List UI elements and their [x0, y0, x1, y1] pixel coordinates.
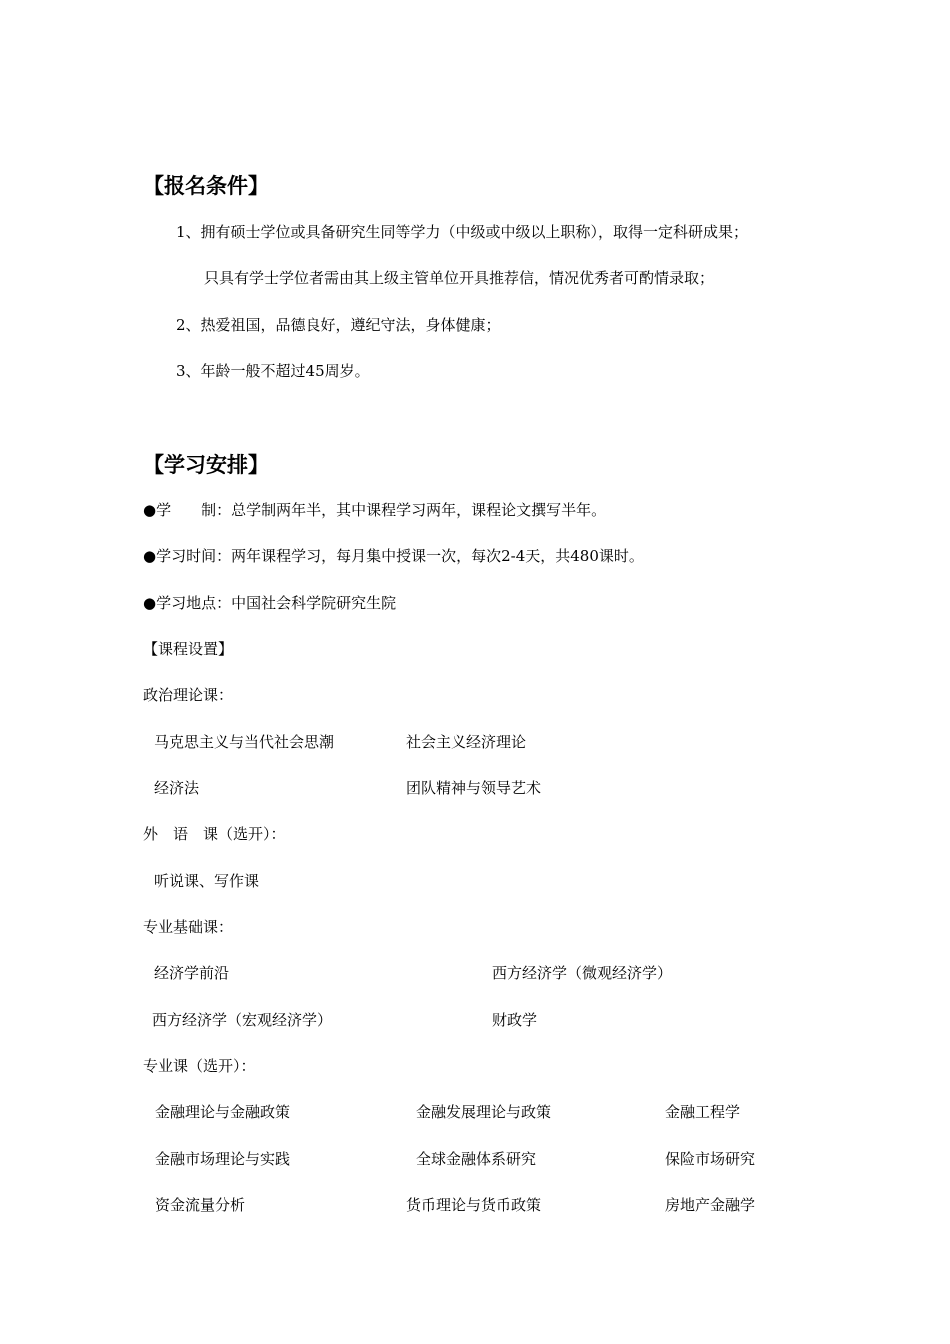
bullet-label: ●学 制： — [143, 501, 232, 519]
bullet-study-time — [143, 549, 644, 564]
courses-title: 【课程设置】 — [143, 640, 234, 658]
course-item: 金融工程学 — [665, 1103, 741, 1121]
section-title-study: 【学习安排】 — [143, 453, 269, 477]
bullet-study-location — [143, 596, 396, 611]
course-item: 经济学前沿 — [154, 964, 230, 982]
enrollment-item-2: 2、热爱祖国，品德良好，遵纪守法，身体健康； — [176, 316, 501, 334]
bullet-label: ●学习时间： — [143, 547, 232, 565]
course-item: 保险市场研究 — [665, 1150, 756, 1168]
foreign-courses-label: 外 语 课（选开）： — [143, 825, 286, 843]
bullet-label: ●学习地点： — [143, 594, 232, 612]
enrollment-item-1-note: 只具有学士学位者需由其上级主管单位开具推荐信，情况优秀者可酌情录取； — [204, 269, 715, 287]
enrollment-item-1: 1、拥有硕士学位或具备研究生同等学力（中级或中级以上职称），取得一定科研成果； — [176, 223, 749, 241]
course-item: 资金流量分析 — [155, 1196, 246, 1214]
bullet-duration — [143, 503, 606, 518]
course-item: 房地产金融学 — [665, 1196, 756, 1214]
course-item: 西方经济学（微观经济学） — [492, 964, 673, 982]
section-title-enrollment: 【报名条件】 — [143, 174, 269, 198]
course-item: 金融发展理论与政策 — [416, 1103, 552, 1121]
major-courses-label: 专业课（选开）： — [143, 1057, 256, 1075]
course-item: 货币理论与货币政策 — [406, 1196, 542, 1214]
basic-courses-label: 专业基础课： — [143, 918, 234, 936]
bullet-text: 两年课程学习，每月集中授课一次，每次2-4天，共480课时。 — [231, 547, 644, 565]
course-item: 听说课、写作课 — [154, 872, 260, 890]
bullet-text: 总学制两年半，其中课程学习两年，课程论文撰写半年。 — [231, 501, 607, 519]
course-item: 社会主义经济理论 — [406, 733, 527, 751]
course-item: 西方经济学（宏观经济学） — [152, 1011, 333, 1029]
course-item: 财政学 — [492, 1011, 538, 1029]
course-item: 全球金融体系研究 — [416, 1150, 537, 1168]
course-item: 团队精神与领导艺术 — [406, 779, 542, 797]
bullet-text: 中国社会科学院研究生院 — [231, 594, 397, 612]
course-item: 金融市场理论与实践 — [155, 1150, 291, 1168]
enrollment-item-3: 3、年龄一般不超过45周岁。 — [176, 362, 370, 380]
political-courses-label: 政治理论课： — [143, 686, 234, 704]
course-item: 经济法 — [154, 779, 200, 797]
course-item: 马克思主义与当代社会思潮 — [154, 733, 335, 751]
course-item: 金融理论与金融政策 — [155, 1103, 291, 1121]
